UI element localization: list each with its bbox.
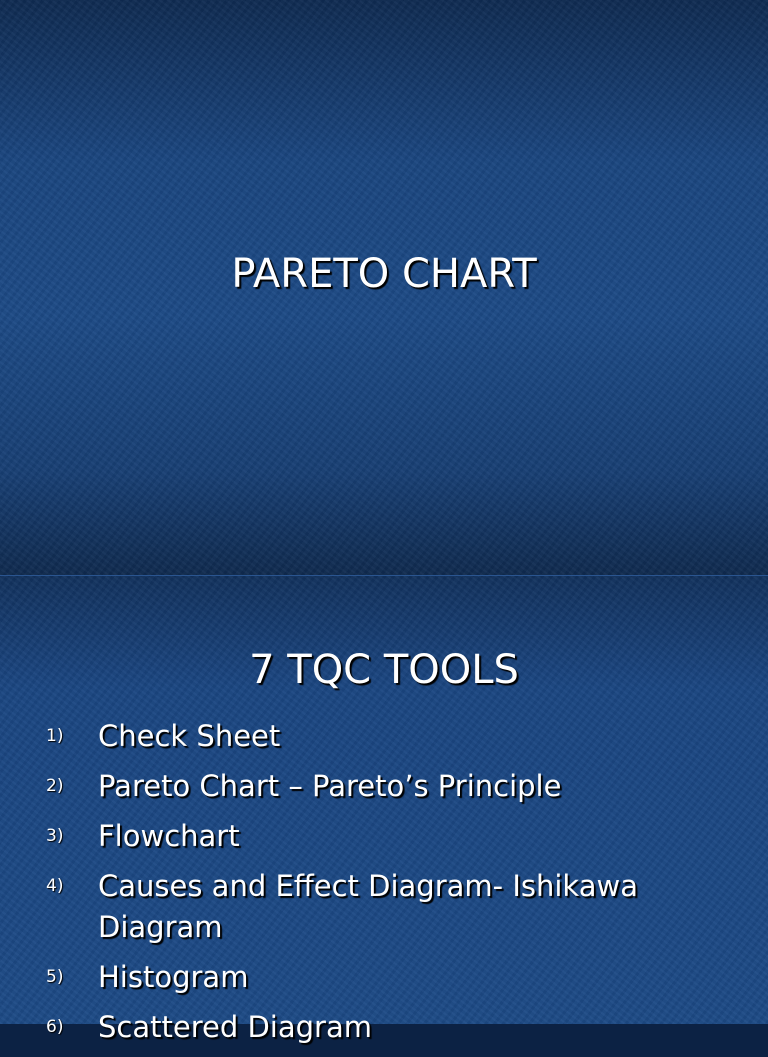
list-item-number: 1): [46, 726, 64, 746]
list-item: [0, 1007, 768, 1048]
list-item-text: Flowchart: [98, 819, 240, 853]
list-item: [0, 816, 768, 857]
tools-slide: [0, 576, 768, 1044]
slide-title: PARETO CHART: [231, 251, 537, 297]
list-item-text: Histogram: [98, 960, 249, 994]
list-item: [0, 766, 768, 807]
list-item-text: Check Sheet: [98, 719, 281, 753]
list-item: [0, 716, 768, 757]
list-item-text: Pareto Chart – Pareto’s Principle: [98, 769, 562, 803]
list-item: [0, 866, 768, 948]
list-item-number: 6): [46, 1017, 64, 1037]
tools-list: [0, 716, 768, 1057]
list-item-text: Causes and Effect Diagram- Ishikawa Diagram: [98, 869, 638, 944]
list-item-text: Scattered Diagram: [98, 1010, 372, 1044]
list-item-number: 4): [46, 876, 64, 896]
list-item-number: 5): [46, 967, 64, 987]
list-item-number: 2): [46, 776, 64, 796]
slide-title: 7 TQC TOOLS: [249, 647, 519, 693]
list-item: [0, 957, 768, 998]
list-item-number: 3): [46, 826, 64, 846]
